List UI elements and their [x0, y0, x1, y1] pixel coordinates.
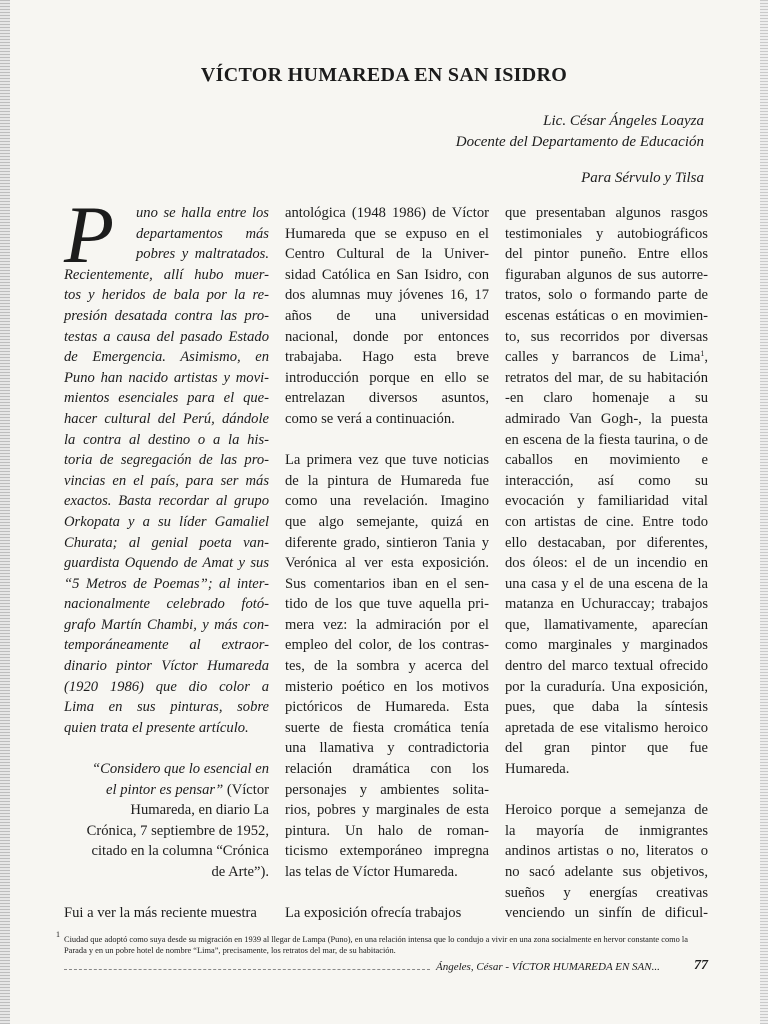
text-line: nacionalmente celebrado fotó-	[64, 596, 269, 613]
text-line: matanza en Uchuraccay; trabajos	[505, 596, 708, 613]
lima-comma: ,	[704, 349, 708, 366]
running-head: Ángeles, César - VÍCTOR HUMAREDA EN SAN...	[436, 961, 660, 973]
footer-rule	[64, 969, 430, 970]
text-line: ticismo extemporáneo impregna	[285, 843, 489, 860]
text-line: con artistas de cine. Entre todo	[505, 513, 708, 530]
text-line: no sacó adelante sus objetivos,	[505, 864, 708, 880]
text-line: rios, pobres y marginales de esta	[285, 802, 489, 819]
text-line: departamentos más	[136, 225, 269, 242]
text-line: apretada de ese vitalismo heroico	[505, 719, 708, 736]
text-line: to, sus recorridos por diversas	[505, 328, 708, 345]
col3-paragraph-2	[505, 800, 708, 924]
text-line: La primera vez que tuve noticias	[285, 452, 489, 469]
text-line: la mayoría de inmigrantes	[505, 822, 708, 839]
text-line: ello destacaban, por diferentes,	[505, 534, 708, 551]
col3-paragraph-1	[505, 203, 708, 780]
text-line: Churata; al genial poeta van-	[64, 534, 269, 551]
text-line: de Arte”).	[211, 864, 269, 880]
text-line: grafo Martín Chambi, y más con-	[64, 616, 269, 633]
text-line: -en claro homenaje a su	[505, 390, 708, 407]
text-line: personajes y ambientes solita-	[285, 781, 489, 798]
text-line: años de una universidad	[285, 307, 489, 324]
text-line: Lima en sus pinturas, sobre	[64, 699, 269, 716]
text-line: Heroico porque a semejanza de	[505, 802, 708, 819]
dedication: Para Sérvulo y Tilsa	[581, 170, 704, 186]
text-line: “5 Metros de Poemas”; al inter-	[64, 575, 269, 592]
text-line: Recientemente, allí hubo muer-	[64, 266, 269, 283]
scan-edge-right	[760, 0, 768, 1024]
quote-attribution: (Víctor	[223, 781, 269, 798]
article-title: VÍCTOR HUMAREDA EN SAN ISIDRO	[200, 64, 568, 86]
text-line: Verónica al ver esta exposición.	[285, 555, 489, 572]
text-line: introducción porque en ello se	[285, 369, 489, 386]
text-line: como una revelación. Imagino	[285, 493, 489, 510]
text-line: por la curaduría. Una exposición,	[505, 678, 708, 695]
footnote-ref[interactable]: 1	[700, 349, 705, 359]
text-line: suerte de fiesta cromática tenía	[285, 719, 489, 736]
epigraph-quote	[64, 759, 269, 883]
text-line: temporáneamente al extraor-	[64, 637, 269, 654]
text-line: mera vez: la admiración por el	[285, 616, 489, 633]
text-line: misterio poético en los motivos	[285, 678, 489, 695]
text-line: uno se halla entre los	[136, 205, 269, 221]
column-2	[285, 203, 489, 924]
text-line: figuraban algunos de sus autorre-	[505, 266, 708, 283]
intro-paragraph	[64, 203, 269, 738]
text-line: como marginales y marginados	[505, 637, 708, 654]
text-line: interacción, así como su	[505, 472, 708, 489]
text-line: vincias en el país, para ser más	[64, 472, 269, 489]
text-line: evocación y familiaridad vital	[505, 493, 708, 510]
text-line: una llamativa y contradictoria	[285, 740, 489, 757]
text-line: que algo semejante, quizá en	[285, 513, 489, 530]
author-name: Lic. César Ángeles Loayza	[543, 113, 704, 129]
text-line: sidad Católica en San Isidro, con	[285, 266, 489, 283]
text-line: una casa y el de una escena de la	[505, 575, 708, 592]
column-1	[64, 203, 269, 924]
footnote-text: Ciudad que adoptó como suya desde su migración en 1939 al llegar de Lampa (Puno), en una relación intensa que lo condujo a vivir en una zona socialmente en hervor constante como la Parada y en un pobre hotel de nombre “Lima”, precisamente, los retratos del mar, de su habitación.	[64, 935, 688, 955]
text-line: pintura. Un halo de roman-	[285, 822, 489, 839]
text-line: exactos. Basta recordar al grupo	[64, 493, 269, 510]
text-line: que presentaban algunos rasgos	[505, 205, 708, 221]
text-line: Centro Cultural de la Univer-	[285, 246, 489, 263]
text-line: de Emergencia. Asimismo, en	[64, 349, 269, 366]
text-line: andinos artistas o no, literatos o	[505, 843, 708, 860]
text-line: empleo del color, de los contras-	[285, 637, 489, 654]
text-line: sueños y energías creativas	[505, 884, 708, 901]
text-line: pictóricos de Humareda. Esta	[285, 699, 489, 716]
text-line: trabajaba. Hago esta breve	[285, 349, 489, 366]
author-role: Docente del Departamento de Educación	[455, 134, 704, 150]
page-number: 77	[694, 958, 708, 973]
text-line: “Considero que lo esencial en	[92, 761, 269, 778]
text-line: las telas de Víctor Humareda.	[285, 864, 458, 880]
text-line: relación dramática con los	[285, 761, 489, 778]
text-line: toria de segregación de las pro-	[64, 452, 269, 469]
drop-cap: P	[64, 189, 115, 280]
text-line: en escena de la fiesta taurina, o de	[505, 431, 708, 448]
text-line: pobres y maltratados.	[136, 246, 269, 263]
text-line: tratos, solo o formando parte de	[505, 287, 708, 304]
text-line: quien trata el presente artículo.	[64, 719, 249, 736]
text-line: calles y barrancos de Lima$^1$,	[505, 349, 708, 366]
col2-last-line: La exposición ofrecía trabajos	[285, 905, 462, 922]
text-line: que, llamativamente, aparecían	[505, 616, 708, 633]
text-line: (1920 1986) que dio color a	[64, 678, 269, 695]
text-line: del pintor puneño. Entre ellos	[505, 246, 708, 263]
text-line: dinario pintor Víctor Humareda	[64, 658, 269, 675]
text-line: dos alumnas muy jóvenes 16, 17	[285, 287, 489, 304]
col1-last-line: Fui a ver la más reciente muestra	[64, 905, 257, 922]
text-line: antológica (1948 1986) de Víctor	[285, 205, 489, 221]
text-line: tos y heridos de bala por la re-	[64, 287, 269, 304]
col2-paragraph-2	[285, 450, 489, 882]
text-line: del gran pintor que fue	[505, 740, 708, 757]
text-line: escenas estáticas o en movimien-	[505, 307, 708, 324]
text-line: mientos esenciales para el que-	[64, 390, 269, 407]
text-line: tes, de la sombra y acerca del	[285, 658, 489, 675]
scan-edge-left	[0, 0, 10, 1024]
text-line: tido de los que tuve aquella pri-	[285, 596, 489, 613]
text-line: nacional, donde por entonces	[285, 328, 489, 345]
column-3	[505, 203, 708, 924]
text-line: admirado Van Gogh-, la puesta	[505, 410, 708, 427]
text-line: Orkopata y a su líder Gamaliel	[64, 513, 269, 530]
text-line: pues, que daba la síntesis	[505, 699, 708, 716]
text-line: el pintor es pensar” (Víctor	[106, 781, 269, 798]
text-line: Humareda que se expuso en el	[285, 225, 489, 242]
text-line: testimoniales y autobiográficos	[505, 225, 708, 242]
text-line: hacer cultural del Perú, dándole	[64, 410, 269, 427]
text-line: citado en la columna “Crónica	[91, 843, 269, 860]
footnote-mark: 1	[56, 930, 60, 939]
text-line: presión desatada contra las pro-	[64, 307, 269, 324]
text-line: como se verá a continuación.	[285, 410, 455, 427]
text-line: retratos del mar, de su habitación	[505, 369, 708, 386]
text-line: Puno han nacido artistas y movi-	[64, 369, 269, 386]
text-line: testas a causa del pasado Estado	[64, 328, 269, 345]
text-line: guardista Oquendo de Amat y sus	[64, 555, 269, 572]
text-line: dos óleos: el de un incendio en	[505, 555, 708, 572]
text-line: venciendo un sinfín de dificul-	[505, 905, 708, 922]
text-line: la contra al destino o a la his-	[64, 431, 269, 448]
text-line: Humareda, en diario La	[130, 802, 269, 819]
text-line: Sus comentarios iban en el sen-	[285, 575, 489, 592]
text-line: Humareda.	[505, 761, 570, 778]
text-line: de la pintura de Humareda fue	[285, 472, 489, 489]
text-line: diferente grado, sintieron Tania y	[285, 534, 489, 551]
text-line: entrelazan diversos asuntos,	[285, 390, 489, 407]
text-line: Crónica, 7 septiembre de 1952,	[86, 822, 269, 839]
text-line: caballos en movimiento e	[505, 452, 708, 469]
text-line: dentro del marco textual ofrecido	[505, 658, 708, 675]
col2-paragraph-1	[285, 203, 489, 430]
